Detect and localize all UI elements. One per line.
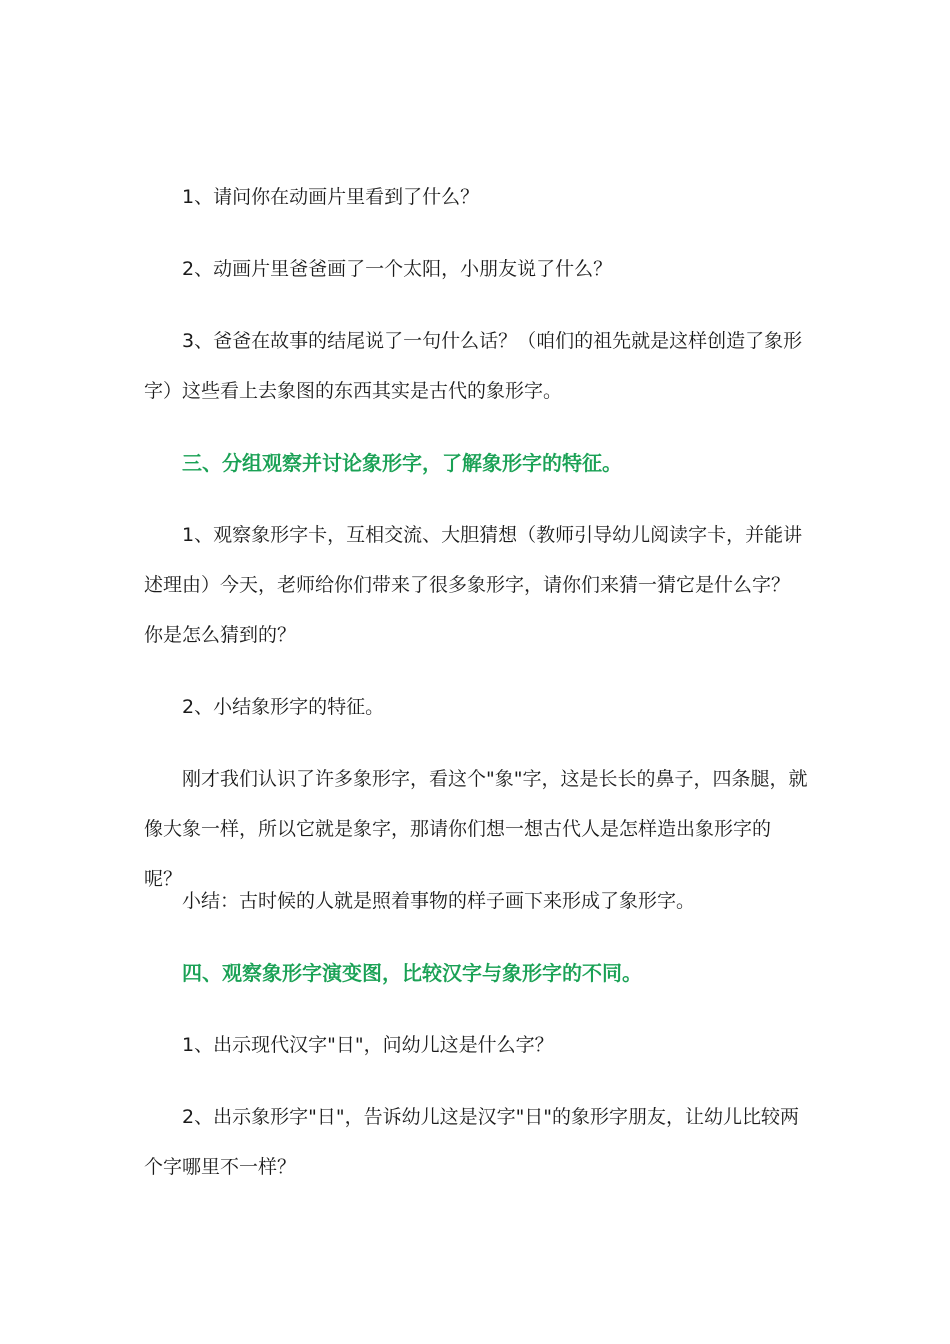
section-4-item-1: 1、出示现代汉字"日"，问幼儿这是什么字？	[182, 1034, 554, 1056]
section-3-item-1: 1、观察象形字卡，互相交流、大胆猜想（教师引导幼儿阅读字卡，并能讲述理由）今天，老师给你们带来了很多象形字，请你们来猜一猜它是什么字？你是怎么猜到的？	[144, 524, 803, 646]
section-3-item-2: 2、小结象形字的特征。	[182, 696, 385, 718]
question-2: 2、动画片里爸爸画了一个太阳，小朋友说了什么？	[182, 258, 613, 280]
section-heading-4: 四、观察象形字演变图，比较汉字与象形字的不同。	[182, 961, 642, 985]
section-heading-3: 三、分组观察并讨论象形字，了解象形字的特征。	[182, 451, 622, 475]
section-3-summary: 小结：古时候的人就是照着事物的样子画下来形成了象形字。	[182, 890, 696, 912]
question-1: 1、请问你在动画片里看到了什么？	[182, 186, 480, 208]
section-3-paragraph: 刚才我们认识了许多象形字，看这个"象"字，这是长长的鼻子，四条腿，就像大象一样，所以它就是象字，那请你们想一想古代人是怎样造出象形字的呢？	[144, 768, 808, 890]
question-3: 3、爸爸在故事的结尾说了一句什么话？（咱们的祖先就是这样创造了象形字）这些看上去象图的东西其实是古代的象形字。	[144, 330, 803, 402]
section-4-item-2: 2、出示象形字"日"，告诉幼儿这是汉字"日"的象形字朋友，让幼儿比较两个字哪里不一样？	[144, 1106, 800, 1178]
